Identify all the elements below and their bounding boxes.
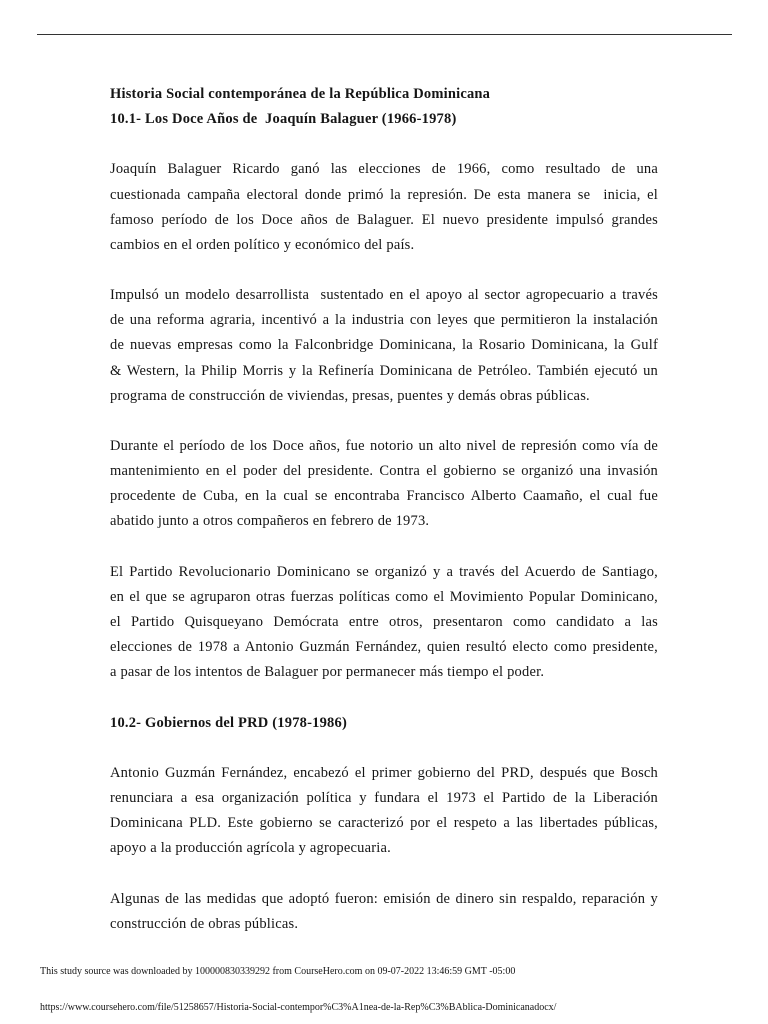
paragraph xyxy=(110,434,658,535)
paragraph-line: abatido junto a otros compañeros en febrero de 1973. xyxy=(110,513,430,530)
source-url: https://www.coursehero.com/file/51258657/Historia-Social-contempor%C3%A1nea-de-la-Rep%C3%BAblica-Dominicanadocx/ xyxy=(40,1002,557,1013)
paragraph-line: Dominicana PLD. Este gobierno se caracterizó por el respeto a las libertades públicas, xyxy=(110,815,658,832)
section-heading: 10.2- Gobiernos del PRD (1978-1986) xyxy=(110,714,347,731)
paragraph-line: apoyo a la producción agrícola y agropecuaria. xyxy=(110,840,391,857)
paragraph xyxy=(110,761,658,862)
paragraph xyxy=(110,283,658,409)
section-10-2 xyxy=(110,711,658,937)
paragraph-line: programa de construcción de viviendas, presas, puentes y demás obras públicas. xyxy=(110,387,590,404)
paragraph xyxy=(110,887,658,937)
paragraph-line: de nuevas empresas como la Falconbridge Dominicana, la Rosario Dominicana, la Gulf xyxy=(110,337,658,354)
paragraph-line: Algunas de las medidas que adoptó fueron: emisión de dinero sin respaldo, reparación y xyxy=(110,890,658,907)
document-title: Historia Social contemporánea de la República Dominicana xyxy=(110,86,491,102)
document-body xyxy=(110,82,658,937)
paragraph xyxy=(110,560,658,686)
paragraph-line: El Partido Revolucionario Dominicano se organizó y a través del Acuerdo de Santiago, xyxy=(110,563,658,580)
paragraph-line: el Partido Quisqueyano Demócrata entre otros, presentaron como candidato a las xyxy=(110,613,658,630)
section-heading: 10.1- Los Doce Años de Joaquín Balaguer (1966-1978) xyxy=(110,111,457,128)
paragraph-line: a pasar de los intentos de Balaguer por permanecer más tiempo el poder. xyxy=(110,664,545,681)
paragraph-line: construcción de obras públicas. xyxy=(110,915,299,932)
paragraph-line: en el que se agruparon otras fuerzas políticas como el Movimiento Popular Dominicano, xyxy=(110,588,658,605)
paragraph-line: famoso período de los Doce años de Balaguer. El nuevo presidente impulsó grandes xyxy=(110,211,658,228)
paragraph-line: cambios en el orden político y económico del país. xyxy=(110,236,415,253)
paragraph-line: renunciara a esa organización política y fundara el 1973 el Partido de la Liberación xyxy=(110,789,658,806)
paragraph-line: cuestionada campaña electoral donde primó la represión. De esta manera se inicia, el xyxy=(110,186,658,203)
paragraph-line: elecciones de 1978 a Antonio Guzmán Fernández, quien resultó electo como presidente, xyxy=(110,639,658,656)
download-notice: This study source was downloaded by 100000830339292 from CourseHero.com on 09-07-2022 13:46:59 GMT -05:00 xyxy=(40,966,516,977)
paragraph-line: Durante el período de los Doce años, fue notorio un alto nivel de represión como vía de xyxy=(110,437,658,454)
section-10-1 xyxy=(110,107,658,685)
paragraph xyxy=(110,157,658,258)
paragraph-line: procedente de Cuba, en la cual se encontraba Francisco Alberto Caamaño, el cual fue xyxy=(110,488,658,505)
paragraph-line: Joaquín Balaguer Ricardo ganó las elecciones de 1966, como resultado de una xyxy=(110,161,658,178)
paragraph-line: de una reforma agraria, incentivó a la industria con leyes que permitieron la instalación xyxy=(110,312,658,329)
header-rule xyxy=(37,34,732,35)
paragraph-line: mantenimiento en el poder del presidente. Contra el gobierno se organizó una invasión xyxy=(110,463,658,480)
paragraph-line: Antonio Guzmán Fernández, encabezó el primer gobierno del PRD, después que Bosch xyxy=(110,764,658,781)
paragraph-line: & Western, la Philip Morris y la Refinería Dominicana de Petróleo. También ejecutó un xyxy=(110,362,658,379)
paragraph-line: Impulsó un modelo desarrollista sustentado en el apoyo al sector agropecuario a través xyxy=(110,287,658,304)
